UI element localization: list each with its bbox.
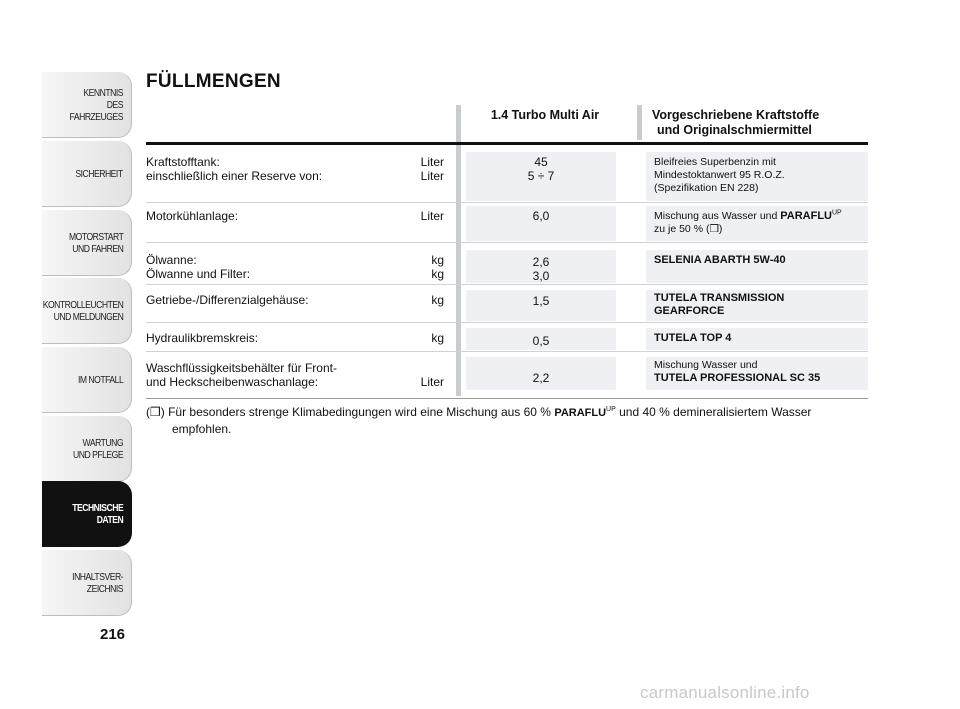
header-fuel-line1: Vorgeschriebene Kraftstoffe bbox=[652, 108, 820, 122]
tab-im-notfall[interactable] bbox=[42, 347, 132, 413]
row-spec-line bbox=[654, 292, 860, 305]
row-label-text: einschließlich einer Reserve von: bbox=[146, 169, 323, 183]
page-number: 216 bbox=[100, 626, 126, 643]
row-label-text: Waschflüssigkeitsbehälter für Front- bbox=[146, 361, 337, 375]
row-label-text: Kraftstofftank: bbox=[146, 155, 220, 169]
row-value-text: 2,6 bbox=[532, 255, 550, 269]
row-separator bbox=[146, 322, 868, 323]
table-row bbox=[146, 152, 868, 204]
row-spec-line bbox=[654, 305, 860, 318]
tab-kenntnis[interactable] bbox=[42, 72, 132, 138]
row-value bbox=[466, 152, 616, 201]
row-spec bbox=[646, 290, 868, 321]
row-spec-text: zu je 50 % (❒) bbox=[654, 223, 723, 235]
footnote-text: Für besonders strenge Klimabedingungen wird eine Mischung aus 60 % bbox=[164, 405, 555, 419]
row-label-line bbox=[146, 253, 444, 267]
row-label-text: Motorkühlanlage: bbox=[146, 209, 239, 223]
tab-technische-daten[interactable] bbox=[42, 481, 132, 547]
row-label-line bbox=[146, 375, 444, 389]
tab-wartung[interactable] bbox=[42, 416, 132, 482]
row-label bbox=[146, 209, 444, 223]
row-value-text: 0,5 bbox=[532, 334, 550, 348]
row-spec-text: TUTELA PROFESSIONAL SC 35 bbox=[654, 372, 821, 384]
watermark: carmanualsonline.info bbox=[640, 683, 810, 702]
row-spec-text: GEARFORCE bbox=[654, 305, 725, 317]
row-unit: kg bbox=[431, 253, 444, 267]
row-label-line bbox=[146, 155, 444, 169]
row-spec bbox=[646, 152, 868, 201]
row-spec-line bbox=[654, 332, 860, 345]
row-label-text: Hydraulikbremskreis: bbox=[146, 331, 259, 345]
tab-kontrolleuchten[interactable] bbox=[42, 278, 132, 344]
column-divider bbox=[637, 105, 642, 140]
footnote-brand: PARAFLU bbox=[554, 407, 607, 419]
row-value-text: 5 ÷ 7 bbox=[527, 169, 555, 183]
row-separator bbox=[146, 242, 868, 243]
tab-sicherheit[interactable] bbox=[42, 141, 132, 207]
header-fuel bbox=[652, 108, 872, 138]
row-spec-text: Mischung Wasser und bbox=[654, 359, 758, 371]
row-spec bbox=[646, 328, 868, 350]
row-spec-line bbox=[654, 372, 860, 385]
table-bottom-rule bbox=[146, 398, 868, 399]
row-label-line bbox=[146, 293, 444, 307]
footnote-marker: (❒) bbox=[146, 405, 165, 419]
row-label bbox=[146, 253, 444, 281]
row-label-line bbox=[146, 267, 444, 281]
row-spec-text: Mindestoktanwert 95 R.O.Z. bbox=[654, 169, 785, 181]
tab-label: TECHNISCHE DATEN bbox=[71, 501, 123, 526]
row-spec-line bbox=[654, 223, 860, 236]
row-label-text: Ölwanne: bbox=[146, 253, 197, 267]
row-value-text: 2,2 bbox=[532, 371, 550, 385]
table-row bbox=[146, 206, 868, 244]
tab-label: KONTROLLEUCHTEN UND MELDUNGEN bbox=[42, 298, 123, 323]
row-label-text: und Heckscheibenwaschanlage: bbox=[146, 375, 319, 389]
footnote-brand-sup: UP bbox=[606, 406, 616, 413]
row-value-text: 3,0 bbox=[532, 269, 550, 283]
tab-label: INHALTSVER- ZEICHNIS bbox=[72, 570, 123, 595]
row-label bbox=[146, 331, 444, 345]
row-spec-brand-sup: UP bbox=[832, 209, 842, 217]
row-label-line bbox=[146, 331, 444, 345]
row-separator bbox=[146, 284, 868, 285]
row-spec-line bbox=[654, 156, 860, 169]
footnote-text-after: und 40 % demineralisiertem Wasser bbox=[615, 405, 812, 419]
row-label-line bbox=[146, 361, 444, 375]
row-spec-brand: PARAFLU bbox=[780, 210, 832, 222]
row-spec-line bbox=[654, 254, 860, 267]
row-label-text: Ölwanne und Filter: bbox=[146, 267, 251, 281]
row-spec-text: TUTELA TOP 4 bbox=[654, 332, 732, 344]
row-spec-text: Mischung aus Wasser und bbox=[654, 210, 781, 222]
header-fuel-line2: und Originalschmiermittel bbox=[657, 123, 812, 137]
tab-label: IM NOTFALL bbox=[77, 373, 123, 386]
row-separator bbox=[146, 351, 868, 352]
tab-label: WARTUNG UND PFLEGE bbox=[72, 436, 123, 461]
row-value bbox=[466, 357, 616, 390]
row-spec-line bbox=[654, 169, 860, 182]
row-label bbox=[146, 293, 444, 307]
tab-inhaltsverzeichnis[interactable] bbox=[42, 550, 132, 616]
row-spec-text: TUTELA TRANSMISSION bbox=[654, 292, 785, 304]
row-unit: Liter bbox=[420, 155, 444, 169]
row-value-text: 45 bbox=[534, 155, 548, 169]
tab-motorstart[interactable] bbox=[42, 210, 132, 276]
row-unit: kg bbox=[431, 267, 444, 281]
header-model: 1.4 Turbo Multi Air bbox=[490, 108, 600, 122]
row-unit: Liter bbox=[420, 209, 444, 223]
row-spec bbox=[646, 357, 868, 390]
row-value-text: 6,0 bbox=[532, 209, 550, 223]
row-value bbox=[466, 328, 616, 350]
tab-label: SICHERHEIT bbox=[75, 167, 123, 180]
row-unit: kg bbox=[431, 331, 444, 345]
row-label bbox=[146, 361, 444, 389]
tab-label: MOTORSTART UND FAHREN bbox=[68, 230, 123, 255]
row-spec bbox=[646, 250, 868, 283]
row-spec-line bbox=[654, 182, 860, 195]
table-row bbox=[146, 290, 868, 324]
row-label bbox=[146, 155, 444, 183]
row-value bbox=[466, 290, 616, 321]
tab-label: KENNTNIS DES FAHRZEUGES bbox=[69, 86, 123, 123]
row-unit: Liter bbox=[420, 169, 444, 183]
page-title: FÜLLMENGEN bbox=[146, 71, 281, 92]
row-spec-line bbox=[654, 210, 860, 223]
row-spec bbox=[646, 206, 868, 241]
row-spec-text: Bleifreies Superbenzin mit bbox=[654, 156, 776, 168]
row-spec-text: (Spezifikation EN 228) bbox=[654, 182, 759, 194]
row-spec-text: SELENIA ABARTH 5W-40 bbox=[654, 254, 786, 266]
table-row bbox=[146, 250, 868, 286]
row-value-text: 1,5 bbox=[532, 294, 550, 308]
table-row bbox=[146, 328, 868, 353]
row-separator bbox=[146, 202, 868, 203]
row-spec-line bbox=[654, 359, 860, 372]
footnote-line2: empfohlen. bbox=[172, 422, 232, 436]
row-label-text: Getriebe-/Differenzialgehäuse: bbox=[146, 293, 309, 307]
row-unit: kg bbox=[431, 293, 444, 307]
row-value bbox=[466, 206, 616, 241]
row-label-line bbox=[146, 209, 444, 223]
row-unit: Liter bbox=[420, 375, 444, 389]
table-row bbox=[146, 357, 868, 393]
header-rule bbox=[146, 142, 868, 145]
row-value bbox=[466, 250, 616, 283]
footnote bbox=[146, 404, 868, 437]
row-label-line bbox=[146, 169, 444, 183]
